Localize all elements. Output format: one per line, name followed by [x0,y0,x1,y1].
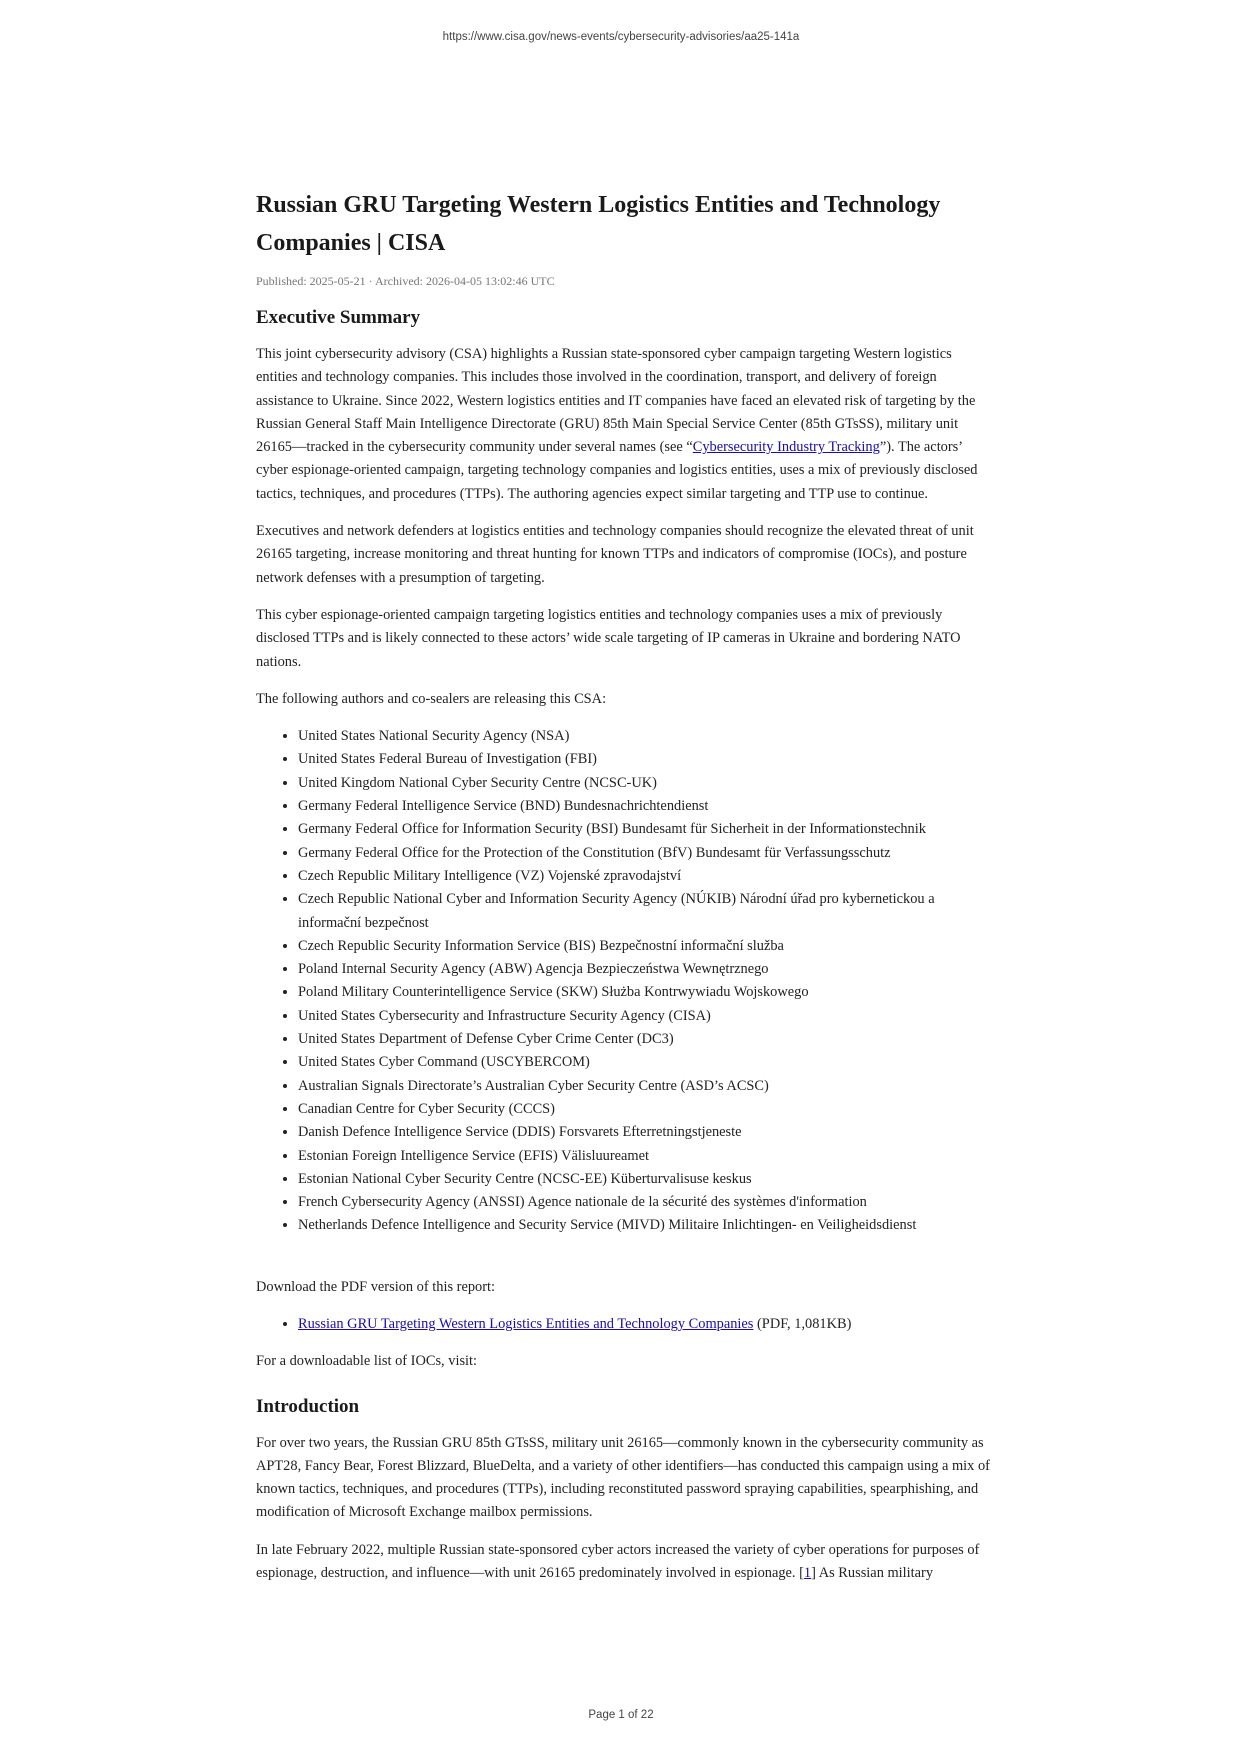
exec-paragraph-4: The following authors and co-sealers are releasing this CSA: [256,690,607,707]
exec-paragraph-3: This cyber espionage-oriented campaign targeting logistics entities and technology companies uses a mix of previously disclosed TTPs and is likely connected to these actors’ wide scale targeting of IP cameras in Ukraine and bordering NATO nations. [256,606,961,670]
author-item: • Netherlands Defence Intelligence and Security Service (MIVD) Militaire Inlichtingen- en Veiligheidsdienst [298,1214,991,1237]
introduction-heading: Introduction [256,1395,360,1417]
author-item: • United States Department of Defense Cyber Crime Center (DC3) [298,1028,991,1051]
cybersecurity-industry-tracking-link[interactable]: Cybersecurity Industry Tracking [692,439,880,456]
text: ”). The actors’ cyber espionage-oriented campaign, targeting technology companies and logistics entities, uses a mix of previously disclosed tactics, techniques, and procedures (TTPs). The authoring agencies expect similar targeting and TTP use to continue. [256,439,978,502]
text: This joint cybersecurity advisory (CSA) highlights a Russian state-sponsored cyber campaign targeting Western logistics entities and technology companies. This includes those involved in the coordination, transport, and delivery of foreign assistance to Ukraine. Since 2022, Western logistics entities and IT companies have faced an elevated risk of targeting by the Russian General Staff Main Intelligence Directorate (GRU) 85th Main Special Service Center (85th GTsSS), military unit 26165—tracked in the cybersecurity community under several names (see “ [256,346,976,456]
page-url: https://www.cisa.gov/news-events/cybersecurity-advisories/aa25-141a [442,31,800,43]
author-item: • Estonian National Cyber Security Centre (NCSC-EE) Küberturvalisuse keskus [298,1168,991,1191]
intro-paragraph-1: For over two years, the Russian GRU 85th GTsSS, military unit 26165—commonly known in the cybersecurity community as APT28, Fancy Bear, Forest Blizzard, BlueDelta, and a variety of other identifiers—has conducted this campaign using a mix of known tactics, techniques, and procedures (TTPs), including reconstituted password spraying capabilities, spearphishing, and modification of Microsoft Exchange mailbox permissions. [256,1434,990,1521]
pdf-info: (PDF, 1,081KB) [753,1315,852,1332]
author-item: • Czech Republic National Cyber and Information Security Agency (NÚKIB) Národní úřad pro kybernetickou a informační bezpečnost [298,888,991,935]
author-item: • United States Federal Bureau of Investigation (FBI) [298,748,991,771]
author-item: • Poland Military Counterintelligence Service (SKW) Służba Kontrwywiadu Wojskowego [298,981,991,1004]
author-item: • Estonian Foreign Intelligence Service (EFIS) Välisluureamet [298,1145,991,1168]
author-item: • United States Cyber Command (USCYBERCOM) [298,1051,991,1074]
intro-paragraph-2 [256,1539,991,1586]
authors-list [256,725,991,1238]
author-item: • Germany Federal Office for Information Security (BSI) Bundesamt für Sicherheit in der Informationstechnik [298,818,991,841]
pdf-list [256,1313,991,1336]
author-item: • United States Cybersecurity and Infrastructure Security Agency (CISA) [298,1005,991,1028]
pdf-download-link[interactable]: Russian GRU Targeting Western Logistics Entities and Technology Companies [298,1315,754,1332]
download-text: Download the PDF version of this report: [256,1278,496,1295]
author-item: • Czech Republic Security Information Service (BIS) Bezpečnostní informační služba [298,935,991,958]
page-title: Russian GRU Targeting Western Logistics Entities and Technology Companies | CISA [256,192,941,256]
author-item: • United Kingdom National Cyber Security Centre (NCSC-UK) [298,772,991,795]
list-item [298,1313,991,1336]
author-item: • Germany Federal Office for the Protection of the Constitution (BfV) Bundesamt für Verfassungsschutz [298,842,991,865]
author-item: • Germany Federal Intelligence Service (BND) Bundesnachrichtendienst [298,795,991,818]
text: In late February 2022, multiple Russian state-sponsored cyber actors increased the variety of cyber operations for purposes of espionage, destruction, and influence—with unit 26165 predominately involved in espionage. [ [256,1541,980,1582]
author-item: • Canadian Centre for Cyber Security (CCCS) [298,1098,991,1121]
exec-paragraph-1 [256,343,991,506]
author-item: • Australian Signals Directorate’s Australian Cyber Security Centre (ASD’s ACSC) [298,1075,991,1098]
author-item: • French Cybersecurity Agency (ANSSI) Agence nationale de la sécurité des systèmes d'information [298,1191,991,1214]
author-item: • United States National Security Agency (NSA) [298,725,991,748]
page-number: Page 1 of 22 [588,1709,654,1721]
author-item: • Danish Defence Intelligence Service (DDIS) Forsvarets Efterretningstjeneste [298,1121,991,1144]
exec-paragraph-2: Executives and network defenders at logistics entities and technology companies should recognize the elevated threat of unit 26165 targeting, increase monitoring and threat hunting for known TTPs and indicators of compromise (IOCs), and posture network defenses with a presumption of targeting. [256,523,974,586]
ioc-text: For a downloadable list of IOCs, visit: [256,1353,478,1370]
author-item: • Czech Republic Military Intelligence (VZ) Vojenské zpravodajství [298,865,991,888]
publish-meta: Published: 2025-05-21 · Archived: 2026-04-05 13:02:46 UTC [256,274,555,288]
text: ] As Russian military [811,1565,934,1582]
author-item: • Poland Internal Security Agency (ABW) Agencja Bezpieczeństwa Wewnętrznego [298,958,991,981]
executive-summary-heading: Executive Summary [256,307,421,328]
footnote-link-1[interactable]: 1 [803,1565,812,1582]
article [256,186,991,1599]
